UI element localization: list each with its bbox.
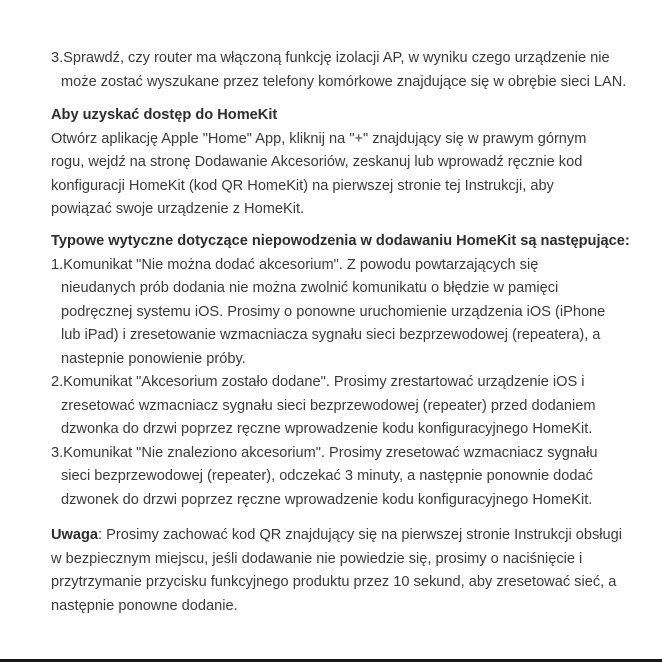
homekit-access-line-1: Otwórz aplikację Apple "Home" App, kliknij na "+" znajdujący się w prawym górnym <box>51 130 587 147</box>
guideline-3-line-1: 3.Komunikat "Nie znaleziono akcesorium". Prosimy zresetować wzmacniacz sygnału <box>51 444 598 461</box>
guideline-1-line-1: 1.Komunikat "Nie można dodać akcesorium". Z powodu powtarzających się <box>51 256 539 273</box>
note-line-1 <box>51 524 621 548</box>
note-label: Uwaga <box>51 527 99 543</box>
guideline-2-line-3: dzwonka do drzwi poprzez ręczne wprowadzenie kodu konfiguracyjnego HomeKit. <box>61 421 593 437</box>
guideline-1-line-3: podręcznej systemu iOS. Prosimy o ponowne uruchomienie urządzenia iOS (iPhone <box>61 303 606 320</box>
homekit-access-line-4: powiązać swoje urządzenie z HomeKit. <box>51 201 305 217</box>
guideline-2-line-1: 2.Komunikat "Akcesorium zostało dodane". Prosimy zrestartować urządzenie iOS i <box>51 374 585 390</box>
note-line-2: w bezpiecznym miejscu, jeśli dodawanie nie powiedzie się, prosimy o naciśnięcie i <box>51 550 583 567</box>
homekit-access-line-3: konfiguracji HomeKit (kod QR HomeKit) na pierwszej stronie tej Instrukcji, aby <box>51 177 554 194</box>
note-section <box>51 524 621 618</box>
guideline-item-3 <box>51 442 621 513</box>
guideline-3-line-3: dzwonek do drzwi poprzez ręczne wprowadzenie kodu konfiguracyjnego HomeKit. <box>61 491 593 508</box>
homekit-access-line-2: rogu, wejdź na stronę Dodawanie Akcesoriów, zeskanuj lub wprowadź ręcznie kod <box>51 154 583 170</box>
ap-isolation-line-1: 3.Sprawdź, czy router ma włączoną funkcję izolacji AP, w wyniku czego urządzenie nie <box>51 50 610 66</box>
guideline-3-line-2: sieci bezprzewodowej (repeater), odczekać 3 minuty, a następnie ponownie dodać <box>61 468 593 484</box>
guideline-item-2 <box>51 371 621 442</box>
note-line-3: przytrzymanie przycisku funkcyjnego produktu przez 10 sekund, aby zresetować sieć, a <box>51 574 617 590</box>
ap-isolation-item <box>51 47 627 94</box>
guidelines-section <box>51 230 630 512</box>
guidelines-heading: Typowe wytyczne dotyczące niepowodzenia w dodawaniu HomeKit są następujące: <box>51 233 630 249</box>
guideline-2-line-2: zresetować wzmacniacz sygnału sieci bezprzewodowej (repeater) przed dodaniem <box>61 397 596 414</box>
guideline-1-line-4: lub iPad) i zresetowanie wzmacniacza sygnału sieci bezprzewodowej (repeatera), a <box>61 327 601 343</box>
guideline-1-line-2: nieudanych prób dodania nie można zwolnić komunikatu o błędzie w pamięci <box>61 280 559 296</box>
homekit-access-section <box>51 104 621 222</box>
ap-isolation-line-2: może zostać wyszukane przez telefony komórkowe znajdujące się w obrębie sieci LAN. <box>61 73 627 90</box>
note-line-4: następnie ponowne dodanie. <box>51 597 238 614</box>
guideline-item-1 <box>51 254 621 372</box>
homekit-access-heading: Aby uzyskać dostęp do HomeKit <box>51 107 278 123</box>
note-line-1-text: : Prosimy zachować kod QR znajdujący się na pierwszej stronie Instrukcji obsługi <box>98 527 623 543</box>
guideline-1-line-5: nastepnie ponowienie próby. <box>61 350 246 367</box>
